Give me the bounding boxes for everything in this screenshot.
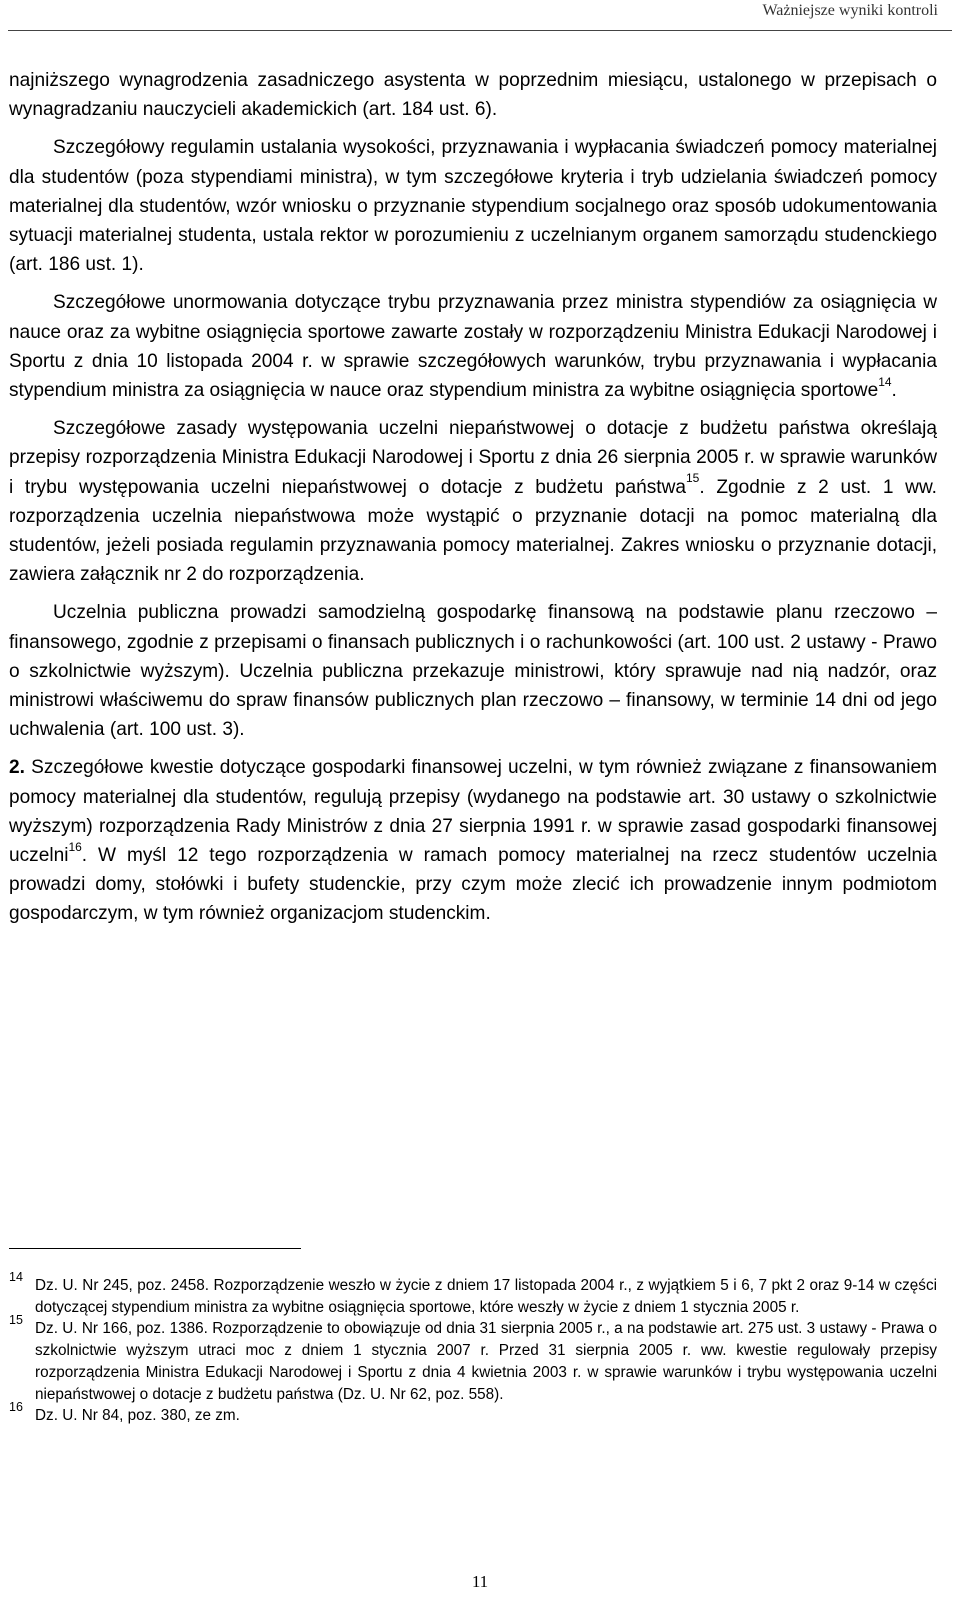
footnote-number: 14 [9, 1270, 23, 1284]
footnotes [9, 1270, 937, 1427]
running-header: Ważniejsze wyniki kontroli [762, 2, 938, 19]
footnote-text: Dz. U. Nr 245, poz. 2458. Rozporządzenie weszło w życie z dniem 17 listopada 2004 r., z wyjątkiem 5 i 6, 7 pkt 2 oraz 9-14 w części dotyczącej stypendium ministra za wybitne osiągnięcia sportowe, które weszły w życie z dniem 1 stycznia 2005 r. [35, 1277, 937, 1316]
page-number: 11 [471, 1572, 489, 1591]
section-number: 2. [9, 757, 25, 779]
footnote-number: 16 [9, 1400, 23, 1415]
paragraph-5: Uczelnia publiczna prowadzi samodzielną gospodarkę finansową na podstawie planu rzeczowo – finansowego, zgodnie z przepisami o finansach publicznych i o rachunkowości (art. 100 ust. 2 ustawy - Prawo o szkolnictwie wyższym). Uczelnia publiczna przekazuje ministrowi, który sprawuje nad nią nadzór, oraz ministrowi właściwemu do spraw finansów publicznych plan rzeczowo – finansowy, w terminie 14 dni od jego uchwalenia (art. 100 ust. 3). [9, 602, 937, 741]
footnote-ref-15[interactable]: 15 [686, 471, 700, 486]
footnote-14 [9, 1270, 937, 1318]
footnote-ref-14[interactable]: 14 [878, 374, 892, 389]
paragraph-3: Szczegółowe unormowania dotyczące trybu przyznawania przez ministra stypendiów za osiągnięcia w nauce oraz za wybitne osiągnięcia sportowe zawarte zostały w rozporządzeniu Ministra Edukacji Narodowej i Sportu z dnia 10 listopada 2004 r. w sprawie szczegółowych warunków, trybu przyznawania i wypłacania stypendium ministra za osiągnięcia w nauce oraz stypendium ministra za wybitne osiągnięcia sportowe$^{14}$. [9, 292, 937, 402]
paragraph-4: Szczegółowe zasady występowania uczelni niepaństwowej o dotacje z budżetu państwa określają przepisy rozporządzenia Ministra Edukacji Narodowej i Sportu z dnia 26 sierpnia 2005 r. w sprawie warunków i trybu występowania uczelni niepaństwowej o dotacje z budżetu państwa$^{15}$. Zgodnie z 2 ust. 1 ww. rozporządzenia uczelnia niepaństwowa może wystąpić o przyznanie dotacji na pomoc materialną dla studentów, jeżeli posiada regulamin przyznawania pomocy materialnej. Zakres wniosku o przyznanie dotacji, zawiera załącznik nr 2 do rozporządzenia. [9, 418, 937, 586]
paragraph-6: 2. Szczegółowe kwestie dotyczące gospodarki finansowej uczelni, w tym również związane z finansowaniem pomocy materialnej dla studentów, regulują przepisy (wydanego na podstawie art. 30 ustawy o szkolnictwie wyższym) rozporządzenia Rady Ministrów z dnia 27 sierpnia 1991 r. w sprawie zasad gospodarki finansowej uczelni$^{16}$. W myśl 12 tego rozporządzenia w ramach pomocy materialnej na rzecz studentów uczelnia prowadzi domy, stołówki i bufety studenckie, przy czym może zlecić ich prowadzenie innym podmiotom gospodarczym, w tym również organizacjom studenckim. [9, 757, 937, 925]
footnote-separator [9, 1248, 301, 1249]
footnote-text: Dz. U. Nr 166, poz. 1386. Rozporządzenie to obowiązuje od dnia 31 sierpnia 2005 r., a na podstawie art. 275 ust. 3 ustawy - Prawa o szkolnictwie wyższym utraci moc z dniem 1 stycznia 2007 r. Przed 31 sierpnia 2005 r. ww. kwestie regulowały przepisy rozporządzenia Ministra Edukacji Narodowej i Sportu z dnia 4 kwietnia 2003 r. w sprawie warunków i trybu występowania uczelni niepaństwowej o dotacje z budżetu państwa (Dz. U. Nr 62, poz. 558). [35, 1320, 937, 1403]
header-rule [8, 30, 952, 31]
footnote-16 [9, 1400, 937, 1427]
paragraph-2: Szczegółowy regulamin ustalania wysokości, przyznawania i wypłacania świadczeń pomocy materialnej dla studentów (poza stypendiami ministra), w tym szczegółowe kryteria i tryb udzielania świadczeń pomocy materialnej dla studentów, wzór wniosku o przyznanie stypendium socjalnego oraz sposób udokumentowania sytuacji materialnej studenta, ustala rektor w porozumieniu z uczelnianym organem samorządu studenckiego (art. 186 ust. 1). [9, 137, 937, 276]
footnote-ref-16[interactable]: 16 [68, 839, 82, 854]
footnote-number: 15 [9, 1313, 23, 1328]
footnote-text: Dz. U. Nr 84, poz. 380, ze zm. [35, 1407, 240, 1425]
footnote-15 [9, 1313, 937, 1405]
paragraph-1: najniższego wynagrodzenia zasadniczego asystenta w poprzednim miesiącu, ustalonego w przepisach o wynagradzaniu nauczycieli akademickich (art. 184 ust. 6). [9, 70, 937, 121]
body-text [9, 66, 937, 938]
